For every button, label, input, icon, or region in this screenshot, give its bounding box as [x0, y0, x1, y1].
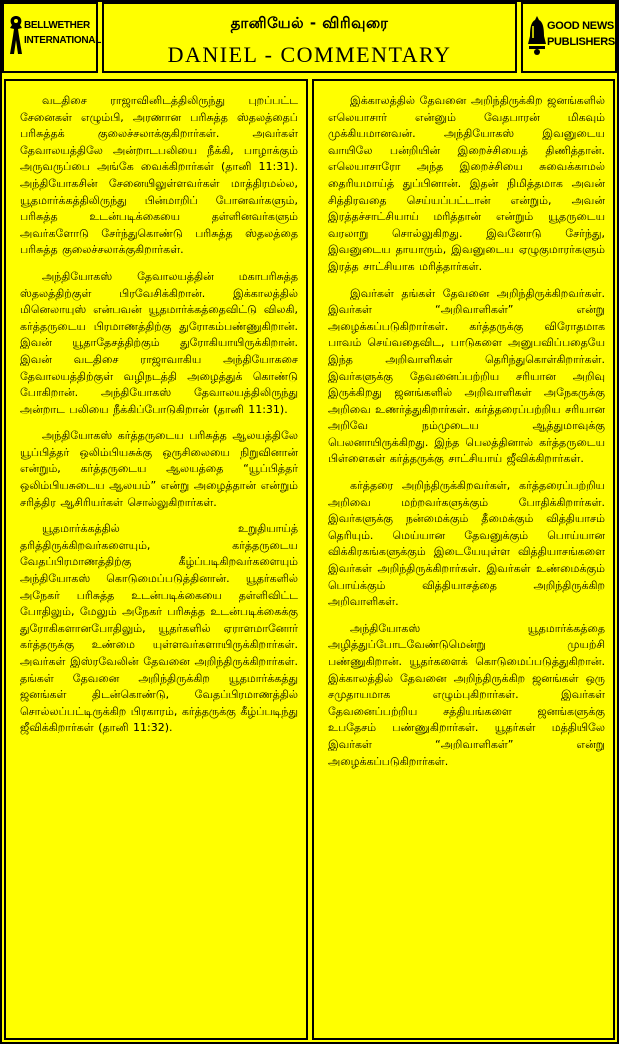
page-title-english: DANIEL - COMMENTARY [167, 42, 452, 67]
logo-right-line1: GOOD NEWS [547, 20, 614, 32]
logo-left-line1: BELLWETHER [24, 20, 90, 31]
paragraph: அந்தியோகஸ் யூதமார்க்கத்தை அழித்துப்போடவேண்டுமென்று முயற்சி பண்ணுகிறான். யூதர்களைக் கொடுமைப்படுத்துகிறான். இக்காலத்தில் தேவனை அறிந்திருக்கிற ஜனங்கள் ஒரு சமுதாயமாக எழும்புகிறார்கள். இவர்கள் தேவனைப்பற்றிய சத்தியங்களை ஜனங்களுக்கு உபதேசம் பண்ணுகிறார்கள். யூதர்கள் மத்தியிலே இவர்கள் “அறிவாளிகள்” என்று அழைக்கப்படுகிறார்கள். [328, 621, 605, 768]
ram-icon [8, 14, 24, 58]
paragraph: இவர்கள் தங்கள் தேவனை அறிந்திருக்கிறவர்கள். இவர்கள் “அறிவாளிகள்” என்று அழைக்கப்படுகிறார்கள். கர்த்தருக்கு விரோதமாக பாவம் செய்வதைவிட, பாடுகளை அனுபவிப்பதையே இந்த அறிவாளிகள் தெரிந்துகொள்கிறார்கள். இவர்களுக்கு தேவனைப்பற்றிய சரியான அறிவு இருக்கிறது ஜனங்களில் அறிவாளிகள் அநேகருக்கு அறிவை உணர்த்துகிறார்கள். கர்த்தரைப்பற்றிய சரியான அறிவே நம்முடைய ஆத்துமாவுக்கு பெலனாயிருக்கிறது. இந்த பெலத்தினால் கர்த்தருடைய பிள்ளைகள் கர்த்தருக்கு சாட்சியாய் ஜீவிக்கிறார்கள். [328, 286, 605, 466]
page-title-tamil: தானியேல் - விரிவுரை [230, 14, 389, 32]
logo-left-line2: INTERNATIONAL [24, 35, 102, 46]
paragraph: யூதமார்க்கத்தில் உறுதியாய்த் தரித்திருக்கிறவர்களையும், கர்த்தருடைய வேதப்பிரமாணத்திற்கு கீழ்ப்படிகிறவர்களையும் அந்தியோகஸ் கொடுமைப்படுத்தினான். யூதர்களில் அநேகர் பரிசுத்த உடன்படிக்கையை தள்ளிவிட்ட போதிலும், மேலும் அநேகர் பரிசுத்த உடன்படிக்கைக்கு துரோகிகளானபோதிலும், யூதர்களில் ஏராளமானோர் கர்த்தருக்கு உண்மை யுள்ளவர்களாயிருக்கிறார்கள். அவர்கள் இஸ்ரவேலின் தேவனை அறிந்திருக்கிறார்கள். தங்கள் தேவனை அறிந்திருக்கிற யூதமார்க்கத்து ஜனங்கள் திடன்கொண்டு, வேதப்பிரமாணத்தில் சொல்லப்பட்டிருக்கிற பிரகாரம், கர்த்தருக்கு கீழ்ப்படிந்து ஜீவிக்கிறார்கள் (தானி 11:32). [20, 522, 298, 735]
left-column [4, 79, 308, 1040]
bellwether-logo [2, 2, 102, 73]
title-box [102, 2, 517, 73]
right-column [312, 79, 615, 1040]
page-header [0, 0, 619, 75]
logo-right-line2: PUBLISHERS [547, 36, 615, 48]
paragraph: அந்தியோகஸ் கர்த்தருடைய பரிசுத்த ஆலயத்திலே யூப்பித்தர் ஒலிம்பியசுக்கு ஒருசிலையை நிறுவினான் என்றும், கர்த்தருடைய ஆலயத்தை “யூப்பித்தர் ஒலிம்பியசுடைய ஆலயம்” என்று அழைத்தான் என்றும் சரித்திர ஆசிரியர்கள் சொல்லுகிறார்கள். [20, 429, 298, 509]
content-columns [2, 77, 617, 1042]
paragraph: வடதிசை ராஜாவினிடத்திலிருந்து புறப்பட்ட சேனைகள் எழும்பி, அரணான பரிசுத்த ஸ்தலத்தைப் பரிசுத்தக் குலைச்சலாக்குகிறார்கள். அவர்கள் தேவாலயத்திலே அன்றாடபலியை நீக்கி, பாழாக்கும் அருவருப்பை அங்கே வைக்கிறார்கள் (தானி 11:31). அந்தியோகசின் சேனையிலுள்ளவர்கள் மாத்திரமல்ல, யூதமார்க்கத்திலிருந்து பின்மாறிப் போனவர்களும், பரிசுத்த உடன்படிக்கையை தள்ளினவர்களும் அவர்களோடு சேர்ந்துகொண்டு பரிசுத்த ஸ்தலத்தை பரிசுத்த குலைச்சலாக்குகிறார்கள். [20, 94, 298, 257]
paragraph: கர்த்தரை அறிந்திருக்கிறவர்கள், கர்த்தரைப்பற்றிய அறிவை மற்றவர்களுக்கும் போதிக்கிறார்கள். இவர்களுக்கு நன்மைக்கும் தீமைக்கும் வித்தியாசம் தெரியும். மெய்யான தேவனுக்கும் பொய்யான விக்கிரகங்களுக்கும் இடையேயுள்ள வித்தியாசங்களை இவர்கள் அறிந்திருக்கிறார்கள். இவர்கள் உண்மைக்கும் பொய்க்கும் வித்தியாசத்தை அறிந்திருக்கிற அறிவாளிகள். [328, 479, 605, 609]
good-news-logo [521, 2, 617, 73]
paragraph: அந்தியோகஸ் தேவாலயத்தின் மகாபரிசுத்த ஸ்தலத்திற்குள் பிரவேசிக்கிறான். இக்காலத்தில் மினெலாயுஸ் என்பவன் யூதமார்க்கத்தைவிட்டு விலகி, கர்த்தருடைய பிரமாணத்திற்கு துரோகம்பண்ணுகிறான். இவன் யூதாதேசத்திற்கும் துரோகியாயிருக்கிறான். இவன் வடதிசை ராஜாவாகிய அந்தியோகசை தேவாலயத்திற்குள் வழிநடத்தி அழைத்துக் கொண்டு போகிறான். அந்தியோகஸ் தேவாலயத்திலிருந்து அன்றாட பலியை நீக்கிப்போடுகிறான் (தானி 11:31). [20, 269, 298, 416]
paragraph: இக்காலத்தில் தேவனை அறிந்திருக்கிற ஜனங்களில் எலெயாசார் என்னும் வேதபாரன் மிகவும் முக்கியமானவன். அந்தியோகஸ் இவனுடைய வாயிலே பன்றியின் இறைச்சியைத் திணித்தான். எலெயாசாரோ அந்த இறைச்சியை சுவைக்காமல் தைரியமாய்த் துப்பினான். இதன் நிமித்தமாக அவன் சித்திரவதை செய்யப்பட்டான் என்றும், அவன் இரத்தச்சாட்சியாய் மரித்தான் என்றும் யூதருடைய வரலாறு சொல்லுகிறது. இவனோடு சேர்ந்து, இவனுடைய தாயாரும், இவனுடைய ஏழுகுமாரர்களும் இரத்த சாட்சியாக மரித்தார்கள். [328, 94, 605, 273]
bell-icon [527, 14, 547, 58]
